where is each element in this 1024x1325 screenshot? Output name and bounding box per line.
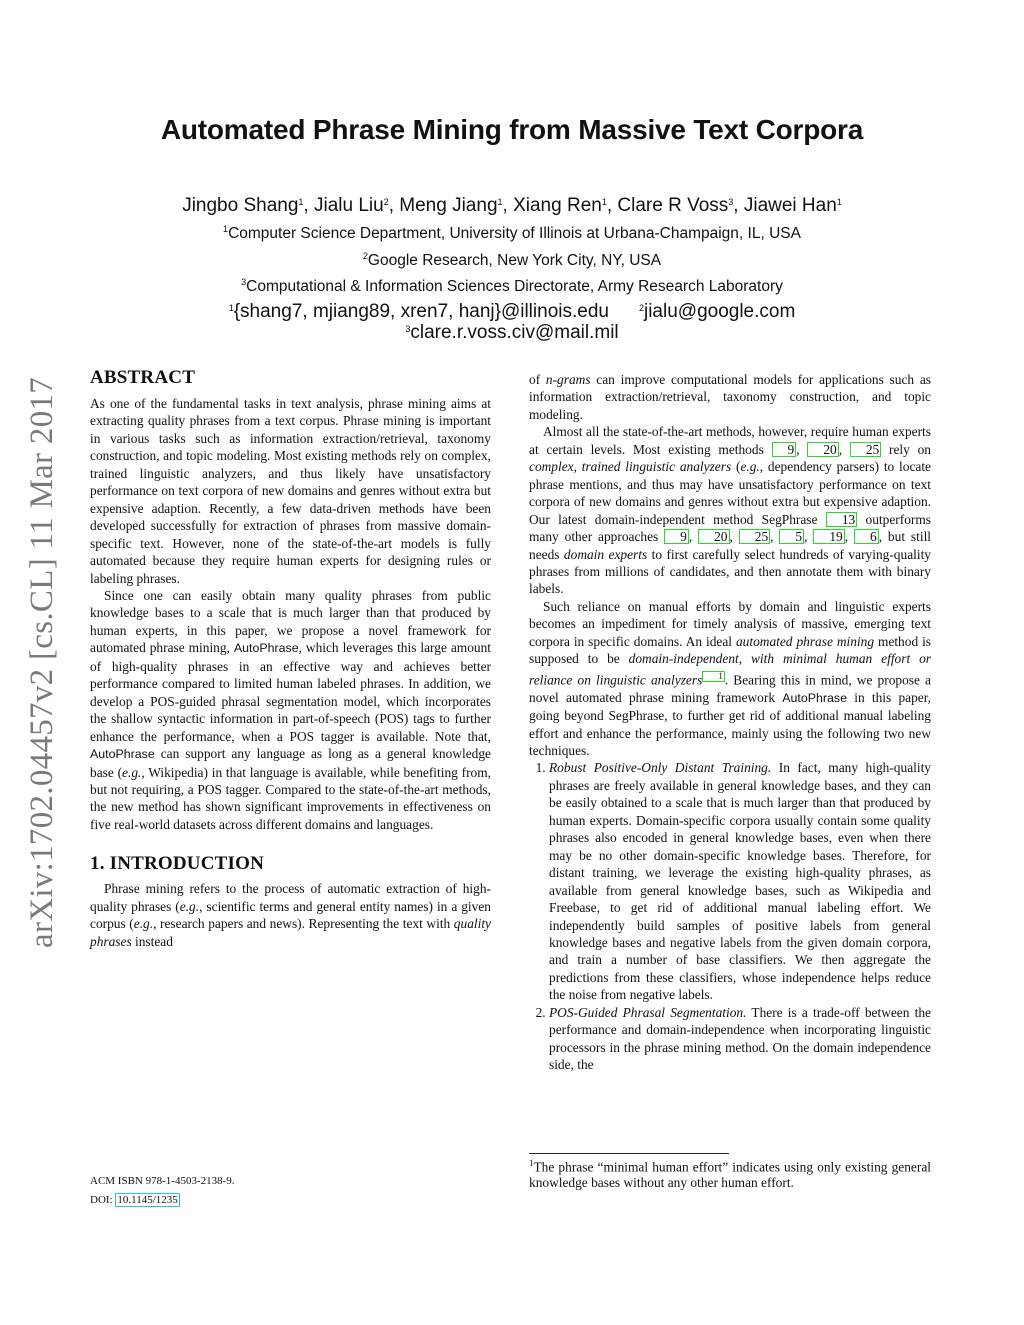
author-name: Meng Jiang: [399, 195, 498, 216]
affil-mark: 2: [362, 251, 368, 261]
citation-link[interactable]: 25: [850, 442, 881, 457]
citation-link[interactable]: 20: [698, 529, 729, 544]
technique-list: [529, 759, 931, 1073]
footnote-mark: 1: [529, 1158, 534, 1168]
email-mark: 3: [405, 324, 411, 334]
list-item: 2. POS-Guided Phrasal Segmentation. There is a trade-off between the performance and domain-independence when incorporating linguistic processors in the phrase mining method. On the domain independence side, the: [549, 1004, 931, 1074]
affiliation-1: [0, 224, 1024, 243]
citation-link[interactable]: 25: [739, 529, 770, 544]
citation-link[interactable]: 20: [807, 442, 838, 457]
author-name: Jingbo Shang: [182, 195, 299, 216]
abstract-paragraph-2: Since one can easily obtain many quality phrases from public knowledge bases to a scale that is much larger than that produced by human experts, in this paper, we propose a novel framework for automated phrase mining, AutoPhrase, which leverages this large amount of high-quality phrases in an effective way and achieves better performance compared to limited human labeled phrases. In addition, we develop a POS-guided phrasal segmentation model, which incorporates the shallow syntactic information in part-of-speech (POS) tags to further enhance the performance, when a POS tagger is available. Note that, AutoPhrase can support any language as long as a general knowledge base (e.g., Wikipedia) in that language is available, while benefiting from, but not requiring, a POS tagger. Compared to the state-of-the-art methods, the new method has shown significant improvements in effectiveness on five real-world datasets across different domains and languages.: [90, 587, 491, 832]
affiliation-text: Computational & Information Sciences Directorate, Army Research Laboratory: [246, 278, 783, 295]
author-affil-mark: 1: [601, 197, 607, 207]
affil-mark: 3: [241, 277, 247, 287]
introduction-heading: 1. INTRODUCTION: [90, 853, 265, 875]
author-affil-mark: 2: [383, 197, 389, 207]
abstract-paragraph-1: As one of the fundamental tasks in text analysis, phrase mining aims at extracting quality phrases from a text corpus. Phrase mining is important in various tasks such as information extraction/retrieval, taxonomy construction, and topic modeling. Most existing methods rely on complex, trained linguistic analyzers, and thus likely have unsatisfactory performance on text corpora of new domains and genres without extra but expensive adaption. Recently, a few data-driven methods have been developed successfully for extraction of phrases from massive domain-specific text. However, none of the state-of-the-art models is fully automated because they require human experts for designing rules or labeling phrases.: [90, 396, 491, 586]
email-mark: 1: [228, 303, 234, 313]
intro-paragraph-3: Such reliance on manual efforts by domain and linguistic experts becomes an impediment for timely analysis of massive, emerging text corpora in specific domains. An ideal automated phrase mining method is supposed to be domain-independent, with minimal human effort or reliance on linguistic analyzers $^1$ . Bearing this in mind, we propose a novel automated phrase mining framework AutoPhrase in this paper, going beyond SegPhrase, to further get rid of additional manual labeling effort and enhance the performance, mainly using the following two new techniques.: [529, 598, 932, 758]
affil-mark: 1: [223, 224, 229, 234]
citation-link[interactable]: 13: [826, 512, 857, 527]
footnote-ref-link[interactable]: 1: [702, 671, 725, 682]
email-address: jialu@google.com: [643, 301, 796, 322]
affiliation-3: [0, 277, 1024, 296]
citation-link[interactable]: 6: [854, 529, 879, 544]
intro-paragraph-1-continued: of n-grams can improve computational models for applications such as information extraction/retrieval, taxonomy construction, and topic modeling.: [529, 372, 931, 422]
email-address: {shang7, mjiang89, xren7, hanj}@illinois.edu: [233, 301, 609, 322]
footnote-divider: [529, 1153, 729, 1154]
affiliation-text: Google Research, New York City, NY, USA: [367, 252, 662, 269]
email-line-2: [0, 322, 1024, 344]
author-affil-mark: 1: [298, 197, 304, 207]
footnote-text: The phrase “minimal human effort” indicates using only existing general knowledge bases without any other human effort.: [529, 1159, 931, 1190]
isbn-line: ACM ISBN 978-1-4503-2138-9.: [90, 1175, 235, 1187]
email-address: clare.r.voss.civ@mail.mil: [410, 322, 619, 343]
doi-link[interactable]: 10.1145/1235: [117, 1194, 178, 1206]
doi-line: [90, 1191, 235, 1210]
intro-paragraph-2: Almost all the state-of-the-art methods, however, require human experts at certain levels. Most existing methods 9 , 20 , 25 rely on complex, trained linguistic analyzers (e.g., dependency parsers) to locate phrase mentions, and thus may have unsatisfactory performance on text corpora of new domains and genres without extra but expensive adaption. Our latest domain-independent method SegPhrase 13 outperforms many other approaches 9 , 20 , 25 , 5 , 19 , 6 , but still needs domain experts to first carefully select hundreds of varying-quality phrases from millions of candidates, and then annotate them with binary labels.: [529, 424, 932, 597]
list-item: 1. Robust Positive-Only Distant Training. In fact, many high-quality phrases are freely available in general knowledge bases, and they can be easily obtained to a scale that is much larger than that produced by human experts. Domain-specific corpora usually contain some quality phrases also encoded in general knowledge bases, even when there may be no other domain-specific knowledge bases. Therefore, for distant training, we leverage the existing high-quality phrases, as available from general knowledge bases, such as Wikipedia and Freebase, to get rid of additional manual labeling effort. We independently build samples of positive labels from general knowledge bases and negative labels from the given domain corpora, and train a number of base classifiers. We then aggregate the predictions from these classifiers, whose independence helps reduce the noise from negative labels.: [549, 759, 931, 1003]
author-name: Xiang Ren: [513, 195, 602, 216]
affiliation-text: Computer Science Department, University of Illinois at Urbana-Champaign, IL, USA: [228, 225, 801, 242]
abstract-heading: ABSTRACT: [90, 367, 196, 388]
intro-paragraph-1: Phrase mining refers to the process of automatic extraction of high-quality phrases (e.g., scientific terms and general entity names) in a given corpus (e.g., research papers and news). Representing the text with quality phrases instead: [90, 881, 491, 949]
email-mark: 2: [638, 303, 644, 313]
email-line-1: [0, 301, 1024, 323]
author-name: Clare R Voss: [617, 195, 729, 216]
author-affil-mark: 1: [497, 197, 503, 207]
right-column: [529, 371, 931, 1074]
doi-label: DOI:: [90, 1194, 113, 1206]
citation-link[interactable]: 9: [772, 442, 797, 457]
citation-link[interactable]: 9: [664, 529, 689, 544]
author-name: Jiawei Han: [743, 195, 837, 216]
system-name: AutoPhrase: [90, 747, 155, 762]
system-name: AutoPhrase: [233, 641, 299, 656]
arxiv-identifier-stamp: arXiv:1702.04457v2 [cs.CL] 11 Mar 2017: [24, 376, 60, 948]
affiliation-2: [0, 251, 1024, 270]
author-affil-mark: 3: [728, 197, 734, 207]
citation-link[interactable]: 5: [779, 529, 804, 544]
author-affil-mark: 1: [836, 197, 842, 207]
citation-link[interactable]: 19: [813, 529, 844, 544]
footnote: [529, 1156, 931, 1190]
paper-title: Automated Phrase Mining from Massive Text Corpora: [160, 114, 864, 145]
left-column: [90, 367, 491, 950]
acm-footer: [90, 1172, 235, 1210]
author-name: Jialu Liu: [313, 195, 384, 216]
author-list: Jingbo Shang$^1$, Jialu Liu$^2$, Meng Jiang$^1$, Xiang Ren$^1$, Clare R Voss$^3$, Jiawei Han$^1$: [182, 195, 842, 216]
system-name: AutoPhrase: [782, 690, 848, 705]
